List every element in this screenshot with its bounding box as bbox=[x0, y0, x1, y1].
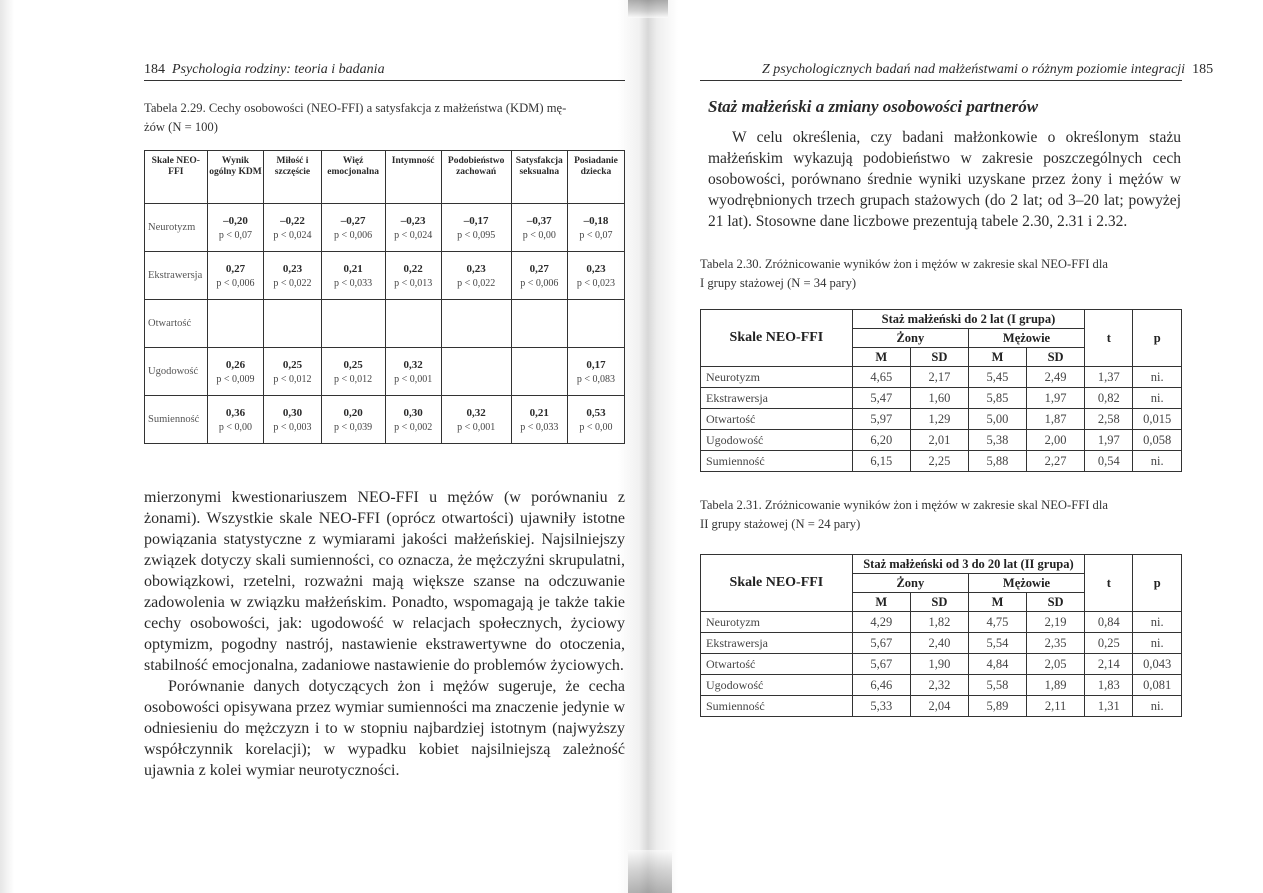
table-229 bbox=[144, 150, 625, 444]
stat-cell-wm: 5,67 bbox=[852, 654, 910, 675]
gutter-shadow-top bbox=[628, 0, 668, 18]
gutter-shadow-bottom bbox=[628, 850, 672, 893]
stat-cell-t: 1,97 bbox=[1085, 430, 1133, 451]
significance-value: p < 0,009 bbox=[216, 373, 255, 385]
table-229-header: Intymność bbox=[385, 151, 441, 204]
significance-value: p < 0,012 bbox=[334, 373, 373, 385]
stat-cell-t: 0,54 bbox=[1085, 451, 1133, 472]
correlation-value: 0,17 bbox=[586, 358, 606, 371]
correlation-value: 0,23 bbox=[466, 262, 486, 275]
stat-cell-hm: 5,38 bbox=[968, 430, 1026, 451]
correlation-value: 0,20 bbox=[343, 406, 363, 419]
stat-cell-wm: 5,47 bbox=[852, 388, 910, 409]
table-229-row-label: Neurotyzm bbox=[145, 204, 208, 252]
table-229-row bbox=[145, 252, 625, 300]
table-231-scale-header: Skale NEO-FFI bbox=[701, 555, 853, 612]
table-229-cell bbox=[385, 348, 441, 396]
significance-value: p < 0,039 bbox=[334, 421, 373, 433]
table-229-cell bbox=[441, 396, 511, 444]
table-229-row-label: Sumienność bbox=[145, 396, 208, 444]
significance-value: p < 0,024 bbox=[394, 229, 433, 241]
stat-cell-wsd: 1,90 bbox=[910, 654, 968, 675]
stat-cell-p: 0,015 bbox=[1133, 409, 1182, 430]
right-running-title: Z psychologicznych badań nad małżeństwami o różnym poziomie integracji bbox=[762, 62, 1186, 77]
table-230-caption-line1: Tabela 2.30. Zróżnicowanie wyników żon i mężów w zakresie skal NEO-FFI dla bbox=[700, 257, 1108, 271]
stat-cell-wsd: 2,04 bbox=[910, 696, 968, 717]
scale-label: Ugodowość bbox=[701, 430, 853, 451]
table-229-cell bbox=[441, 348, 511, 396]
body-paragraph-2: Porównanie danych dotyczących żon i mężów sugeruje, że cecha osobowości opisywana przez wymiar sumienności ma znaczenie jedynie w odniesieniu do mężczyzn i to w stopniu najbardziej istotnym (najwyższy współczynnik korelacji); w wypadku kobiet najsilniejszą zależność ujawnia z kolei wymiar neurotyczności. bbox=[144, 678, 625, 779]
correlation-value: 0,23 bbox=[282, 262, 303, 275]
table-231-wives-header: Żony bbox=[852, 574, 968, 593]
stat-cell-wm: 4,29 bbox=[852, 612, 910, 633]
table-229-header: Podobieństwo zachowań bbox=[441, 151, 511, 204]
stat-cell-hsd: 2,05 bbox=[1027, 654, 1085, 675]
table-229-cell bbox=[207, 348, 264, 396]
stat-cell-p: ni. bbox=[1133, 696, 1182, 717]
stat-cell-t: 1,83 bbox=[1085, 675, 1133, 696]
left-header-rule bbox=[144, 80, 625, 81]
table-230-wives-header: Żony bbox=[852, 329, 968, 348]
stat-cell-wsd: 2,01 bbox=[910, 430, 968, 451]
stat-cell-wm: 5,67 bbox=[852, 633, 910, 654]
stat-cell-hsd: 2,27 bbox=[1027, 451, 1085, 472]
stat-cell-t: 0,82 bbox=[1085, 388, 1133, 409]
correlation-value: –0,20 bbox=[223, 214, 248, 227]
stat-cell-wm: 4,65 bbox=[852, 367, 910, 388]
table-230 bbox=[700, 309, 1182, 472]
correlation-value: 0,27 bbox=[529, 262, 549, 275]
table-229-cell bbox=[567, 300, 624, 348]
correlation-value: –0,18 bbox=[583, 214, 609, 227]
significance-value: p < 0,013 bbox=[394, 277, 433, 289]
right-header-rule bbox=[700, 80, 1182, 81]
table-230-sd-header: SD bbox=[910, 348, 968, 367]
stat-cell-wsd: 2,40 bbox=[910, 633, 968, 654]
page-edge-shadow bbox=[0, 0, 14, 893]
intro-paragraph: W celu określenia, czy badani małżonkowie o określonym stażu małżeńskim wykazują podobieństwo w zakresie poszczególnych cech osobowości, porównano średnie wyniki uzyskane przez żony i mężów w wyodrębnionych trzech grupach stażowych (do 2 lat; od 3–20 lat; powyżej 21 lat). Stosowne dane liczbowe prezentują tabele 2.30, 2.31 i 2.32. bbox=[708, 129, 1181, 230]
significance-value: p < 0,033 bbox=[520, 421, 559, 433]
table-229-cell bbox=[385, 252, 441, 300]
scale-label: Ekstrawersja bbox=[701, 633, 853, 654]
table-231-p-header: p bbox=[1133, 555, 1182, 612]
table-229-cell bbox=[511, 252, 567, 300]
stat-cell-wm: 5,97 bbox=[852, 409, 910, 430]
correlation-value: 0,30 bbox=[403, 406, 423, 419]
stat-cell-wsd: 2,17 bbox=[910, 367, 968, 388]
scale-label: Neurotyzm bbox=[701, 367, 853, 388]
correlation-value: –0,37 bbox=[526, 214, 552, 227]
table-229-header-row bbox=[145, 151, 625, 204]
table-229-cell bbox=[321, 300, 385, 348]
significance-value: p < 0,00 bbox=[218, 421, 253, 433]
table-229-cell bbox=[207, 396, 264, 444]
stat-cell-wsd: 1,29 bbox=[910, 409, 968, 430]
correlation-value: –0,17 bbox=[463, 214, 489, 227]
table-229-cell bbox=[264, 348, 321, 396]
scale-label: Otwartość bbox=[701, 654, 853, 675]
stat-cell-t: 1,31 bbox=[1085, 696, 1133, 717]
book-gutter bbox=[618, 0, 678, 893]
section-heading: Staż małżeński a zmiany osobowości partnerów bbox=[708, 97, 1039, 116]
significance-value: p < 0,00 bbox=[522, 229, 556, 241]
stat-cell-p: ni. bbox=[1133, 633, 1182, 654]
table-231-group-header: Staż małżeński od 3 do 20 lat (II grupa) bbox=[852, 555, 1084, 574]
correlation-value: 0,26 bbox=[225, 358, 246, 371]
table-229-header: Satysfakcja seksualna bbox=[511, 151, 567, 204]
correlation-value: 0,25 bbox=[282, 358, 303, 371]
table-229-header: Miłość i szczęście bbox=[264, 151, 321, 204]
table-231-row bbox=[701, 612, 1182, 633]
significance-value: p < 0,006 bbox=[520, 277, 559, 289]
table-230-p-header: p bbox=[1133, 310, 1182, 367]
stat-cell-p: 0,058 bbox=[1133, 430, 1182, 451]
table-230-row bbox=[701, 388, 1182, 409]
table-229-header: Skale NEO-FFI bbox=[145, 151, 208, 204]
scale-label: Ugodowość bbox=[701, 675, 853, 696]
table-229-cell bbox=[567, 252, 624, 300]
correlation-value: 0,30 bbox=[282, 406, 303, 419]
stat-cell-t: 1,37 bbox=[1085, 367, 1133, 388]
table-229-cell bbox=[511, 348, 567, 396]
stat-cell-hm: 5,89 bbox=[968, 696, 1026, 717]
stat-cell-wsd: 2,25 bbox=[910, 451, 968, 472]
significance-value: p < 0,001 bbox=[394, 373, 433, 385]
table-231-m-header: M bbox=[968, 593, 1026, 612]
correlation-value: 0,27 bbox=[225, 262, 246, 275]
table-229-caption-line2: żów (N = 100) bbox=[144, 120, 218, 134]
table-229-cell bbox=[207, 300, 264, 348]
table-230-t-header: t bbox=[1085, 310, 1133, 367]
table-231-sd-header: SD bbox=[1027, 593, 1085, 612]
stat-cell-hm: 5,00 bbox=[968, 409, 1026, 430]
table-229-cell bbox=[321, 204, 385, 252]
table-229-cell bbox=[385, 300, 441, 348]
table-229-row-label: Otwartość bbox=[145, 300, 208, 348]
stat-cell-hsd: 1,87 bbox=[1027, 409, 1085, 430]
table-230-row bbox=[701, 367, 1182, 388]
correlation-value: 0,22 bbox=[403, 262, 423, 275]
table-229-row-label: Ekstrawersja bbox=[145, 252, 208, 300]
stat-cell-hsd: 1,89 bbox=[1027, 675, 1085, 696]
significance-value: p < 0,002 bbox=[394, 421, 433, 433]
correlation-value: –0,27 bbox=[340, 214, 366, 227]
stat-cell-hm: 4,84 bbox=[968, 654, 1026, 675]
stat-cell-t: 0,84 bbox=[1085, 612, 1133, 633]
stat-cell-hm: 5,45 bbox=[968, 367, 1026, 388]
scale-label: Sumienność bbox=[701, 696, 853, 717]
table-230-row bbox=[701, 430, 1182, 451]
stat-cell-wm: 6,15 bbox=[852, 451, 910, 472]
table-229-cell bbox=[321, 252, 385, 300]
scale-label: Sumienność bbox=[701, 451, 853, 472]
significance-value: p < 0,001 bbox=[457, 421, 496, 433]
significance-value: p < 0,083 bbox=[576, 373, 616, 385]
right-page-number: 185 bbox=[1192, 62, 1214, 77]
table-229-cell bbox=[264, 396, 321, 444]
table-229-cell bbox=[567, 348, 624, 396]
stat-cell-t: 0,25 bbox=[1085, 633, 1133, 654]
stat-cell-hm: 4,75 bbox=[968, 612, 1026, 633]
table-229-cell bbox=[264, 204, 321, 252]
correlation-value: –0,23 bbox=[400, 214, 426, 227]
table-229-cell bbox=[567, 396, 624, 444]
table-229-cell bbox=[441, 252, 511, 300]
correlation-value: 0,23 bbox=[586, 262, 606, 275]
stat-cell-wm: 6,20 bbox=[852, 430, 910, 451]
correlation-value: 0,21 bbox=[343, 262, 363, 275]
table-229-cell bbox=[207, 252, 264, 300]
stat-cell-hm: 5,58 bbox=[968, 675, 1026, 696]
stat-cell-wm: 5,33 bbox=[852, 696, 910, 717]
stat-cell-hsd: 1,97 bbox=[1027, 388, 1085, 409]
significance-value: p < 0,00 bbox=[579, 421, 613, 433]
table-229-caption-line1: Tabela 2.29. Cechy osobowości (NEO-FFI) a satysfakcja z małżeństwa (KDM) mę- bbox=[144, 101, 567, 115]
table-231-row bbox=[701, 633, 1182, 654]
table-229-row bbox=[145, 348, 625, 396]
table-229-cell bbox=[207, 204, 264, 252]
table-229-cell bbox=[321, 348, 385, 396]
table-231-row bbox=[701, 675, 1182, 696]
table-231-row bbox=[701, 696, 1182, 717]
table-230-row bbox=[701, 451, 1182, 472]
table-229-header: Wynik ogólny KDM bbox=[207, 151, 264, 204]
table-230-caption bbox=[700, 255, 1182, 293]
significance-value: p < 0,022 bbox=[457, 277, 496, 289]
table-229-cell bbox=[385, 204, 441, 252]
stat-cell-p: ni. bbox=[1133, 367, 1182, 388]
body-paragraph-1: mierzonymi kwestionariuszem NEO-FFI u mężów (w porównaniu z żonami). Wszystkie skale NEO-FFI (oprócz otwartości) ujawniły istotne powiązania statystyczne z wymiarami jakości małżeńskiej. Najsilniejszy związek dotyczy skali sumienności, co oznacza, że mężczyźni skrupulatni, obowiązkowi, rzetelni, rozważni mają większe szanse na odczuwanie zadowolenia w związku małżeńskim. Ponadto, wspomagają je także takie cechy osobowości, jak: ugodowość w relacjach społecznych, życiowy optymizm, pogodny nastrój, nastawienie ekstrawertywne do otoczenia, stabilność emocjonalna, zadaniowe nastawienie do problemów życiowych. bbox=[144, 489, 625, 674]
table-231-caption bbox=[700, 496, 1182, 534]
table-229-cell bbox=[567, 204, 624, 252]
table-231-t-header: t bbox=[1085, 555, 1133, 612]
table-231-m-header: M bbox=[852, 593, 910, 612]
table-231-husbands-header: Mężowie bbox=[968, 574, 1084, 593]
significance-value: p < 0,023 bbox=[576, 277, 616, 289]
correlation-value: 0,32 bbox=[403, 358, 423, 371]
table-229-cell bbox=[511, 300, 567, 348]
stat-cell-hsd: 2,00 bbox=[1027, 430, 1085, 451]
table-229-cell bbox=[385, 396, 441, 444]
left-page-number: 184 bbox=[144, 62, 165, 77]
stat-cell-hsd: 2,49 bbox=[1027, 367, 1085, 388]
significance-value: p < 0,07 bbox=[579, 229, 613, 241]
table-229-cell bbox=[441, 300, 511, 348]
stat-cell-p: 0,043 bbox=[1133, 654, 1182, 675]
stat-cell-wsd: 1,60 bbox=[910, 388, 968, 409]
significance-value: p < 0,003 bbox=[273, 421, 312, 433]
scale-label: Otwartość bbox=[701, 409, 853, 430]
stat-cell-hm: 5,88 bbox=[968, 451, 1026, 472]
table-230-caption-line2: I grupy stażowej (N = 34 pary) bbox=[700, 276, 857, 290]
correlation-value: 0,21 bbox=[529, 406, 549, 419]
table-231-row bbox=[701, 654, 1182, 675]
table-229-cell bbox=[511, 204, 567, 252]
stat-cell-hm: 5,54 bbox=[968, 633, 1026, 654]
table-229-row bbox=[145, 204, 625, 252]
table-229-cell bbox=[264, 252, 321, 300]
stat-cell-p: ni. bbox=[1133, 451, 1182, 472]
scale-label: Neurotyzm bbox=[701, 612, 853, 633]
stat-cell-p: 0,081 bbox=[1133, 675, 1182, 696]
table-230-husbands-header: Mężowie bbox=[968, 329, 1084, 348]
significance-value: p < 0,024 bbox=[273, 229, 312, 241]
significance-value: p < 0,006 bbox=[216, 277, 255, 289]
significance-value: p < 0,095 bbox=[457, 229, 496, 241]
table-231-header-row-1 bbox=[701, 555, 1182, 574]
table-229-row bbox=[145, 300, 625, 348]
table-229-header: Więź emocjonalna bbox=[321, 151, 385, 204]
table-230-header-row-1 bbox=[701, 310, 1182, 329]
stat-cell-p: ni. bbox=[1133, 612, 1182, 633]
table-230-m-header: M bbox=[968, 348, 1026, 367]
stat-cell-t: 2,58 bbox=[1085, 409, 1133, 430]
left-running-title: Psychologia rodziny: teoria i badania bbox=[172, 62, 385, 77]
table-230-sd-header: SD bbox=[1027, 348, 1085, 367]
table-229-header: Posiadanie dziecka bbox=[567, 151, 624, 204]
right-running-head bbox=[762, 62, 1213, 78]
stat-cell-wsd: 1,82 bbox=[910, 612, 968, 633]
table-229-caption bbox=[144, 99, 625, 137]
correlation-value: 0,36 bbox=[225, 406, 246, 419]
table-230-m-header: M bbox=[852, 348, 910, 367]
table-230-group-header: Staż małżeński do 2 lat (I grupa) bbox=[852, 310, 1084, 329]
significance-value: p < 0,012 bbox=[273, 373, 312, 385]
significance-value: p < 0,006 bbox=[334, 229, 373, 241]
table-231-caption-line2: II grupy stażowej (N = 24 pary) bbox=[700, 517, 861, 531]
significance-value: p < 0,022 bbox=[273, 277, 312, 289]
stat-cell-hsd: 2,19 bbox=[1027, 612, 1085, 633]
table-231-sd-header: SD bbox=[910, 593, 968, 612]
correlation-value: –0,22 bbox=[280, 214, 305, 227]
table-229-cell bbox=[264, 300, 321, 348]
stat-cell-hm: 5,85 bbox=[968, 388, 1026, 409]
correlation-value: 0,25 bbox=[343, 358, 363, 371]
scale-label: Ekstrawersja bbox=[701, 388, 853, 409]
correlation-value: 0,53 bbox=[586, 406, 606, 419]
stat-cell-hsd: 2,11 bbox=[1027, 696, 1085, 717]
significance-value: p < 0,07 bbox=[218, 229, 253, 241]
stat-cell-wm: 6,46 bbox=[852, 675, 910, 696]
stat-cell-hsd: 2,35 bbox=[1027, 633, 1085, 654]
left-running-head bbox=[144, 62, 385, 78]
left-body-text bbox=[144, 487, 625, 781]
stat-cell-p: ni. bbox=[1133, 388, 1182, 409]
significance-value: p < 0,033 bbox=[334, 277, 373, 289]
correlation-value: 0,32 bbox=[466, 406, 486, 419]
table-230-row bbox=[701, 409, 1182, 430]
table-230-scale-header: Skale NEO-FFI bbox=[701, 310, 853, 367]
table-229-cell bbox=[441, 204, 511, 252]
table-229-cell bbox=[321, 396, 385, 444]
stat-cell-wsd: 2,32 bbox=[910, 675, 968, 696]
table-229-row-label: Ugodowość bbox=[145, 348, 208, 396]
table-231 bbox=[700, 554, 1182, 717]
table-229-cell bbox=[511, 396, 567, 444]
table-231-caption-line1: Tabela 2.31. Zróżnicowanie wyników żon i mężów w zakresie skal NEO-FFI dla bbox=[700, 498, 1108, 512]
stat-cell-t: 2,14 bbox=[1085, 654, 1133, 675]
table-229-row bbox=[145, 396, 625, 444]
